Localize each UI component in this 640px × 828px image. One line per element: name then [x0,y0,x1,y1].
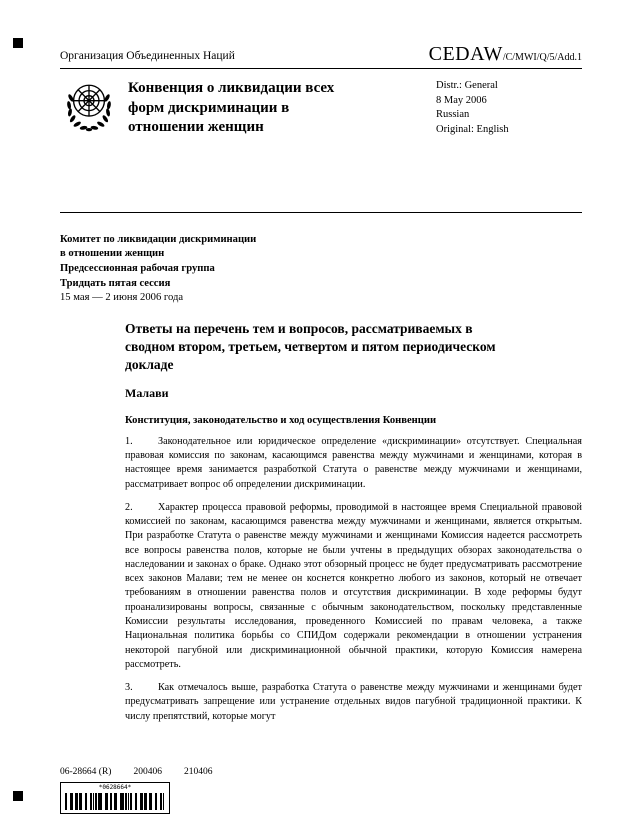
committee-block [60,233,582,306]
footer-code-1: 200406 [133,767,162,778]
masthead [60,69,582,213]
page-footer [60,767,234,814]
document-date: 8 May 2006 [436,94,487,106]
main-content [125,320,582,724]
document-number-line [60,767,234,777]
distribution-type: Distr.: General [436,80,498,91]
paragraph-2 [125,501,582,672]
document-header [60,44,582,69]
paragraph-1-number: 1. [125,435,133,447]
distribution-block [436,78,509,138]
paragraph-2-number: 2. [125,501,133,513]
document-symbol-suffix: /C/MWI/Q/5/Add.1 [502,52,582,63]
registration-mark-top [13,38,23,48]
barcode-bars [65,793,165,810]
paragraph-1 [125,435,582,492]
barcode [60,782,170,814]
original-language: Original: English [436,124,509,136]
committee-name-line2: в отношении женщин [60,248,165,260]
registration-mark-bottom [13,791,23,801]
committee-name-line1: Комитет по ликвидации дискриминации [60,233,257,245]
country-name: Малави [125,385,169,400]
paragraph-3-number: 3. [125,682,133,694]
footer-code-2: 210406 [183,767,213,778]
document-language: Russian [436,109,470,121]
document-number: 06-28664 (R) [60,767,112,778]
document-symbol [429,44,582,64]
report-heading: Ответы на перечень тем и вопросов, рассматриваемых в сводном втором, третьем, четвертом и пятом периодическом докладе [125,320,496,372]
barcode-text: *0628664* [98,784,132,792]
un-emblem-icon [60,78,118,136]
section-heading: Конституция, законодательство и ход осуществления Конвенции [125,414,437,426]
organization-name: Организация Объединенных Наций [60,50,235,62]
paragraph-1-text: Законодательное или юридическое определение «дискриминации» отсутствует. Специальная правовая комиссия по законам, касающимся равенства между мужчинами и женщинами, которая в настоящее время занимается разработкой Статута о равенстве между мужчинами и женщинами, рассматривает вопрос об определении дискриминации. [125,435,582,490]
paragraph-3 [125,681,582,724]
session-line: Тридцать пятая сессия [60,277,171,289]
convention-title: Конвенция о ликвидации всех форм дискриминации в отношении женщин [128,80,335,135]
paragraph-2-text: Характер процесса правовой реформы, проводимой в настоящее время Специальной правовой комиссией по законам, касающимся равенства между мужчинами и женщинами, является открытым. При разработке Статута о равенстве между мужчинами и женщинами Комиссия надеется рассмотреть все вопросы равенства полов, которые не были учтены в предыдущих обзорах законодательства о наследовании и законах о браке. Однако этот обзорный процесс не будет предусматривать рассмотрение всех законов Малави; тем не менее он коснется конкретно любого из законов, который не отвечает требованиям в отношении равенства полов и отсутствия дискриминации. В ходе реформы будут проанализированы вопросы, связанные с обычным законодательством, поскольку представленные Комиссии результаты исследования, проведенного Комиссией по правам человека, а также Национальная политика борьбы со СПИДом содержали рекомендации в отношении устранения некоторой пагубной или дискриминационной обычной практики, которую Комиссия намерена рассмотреть. [125,501,582,670]
working-group-line: Предсессионная рабочая группа [60,262,215,274]
document-symbol-main: CEDAW [428,43,503,65]
session-dates-line: 15 мая — 2 июня 2006 года [60,292,184,304]
paragraph-3-text: Как отмечалось выше, разработка Статута о равенстве между мужчинами и женщинами будет предусматривать запрещение или устранение отдельных видов пагубной традиционной практики. К числу препятствий, которые могут [125,682,582,722]
